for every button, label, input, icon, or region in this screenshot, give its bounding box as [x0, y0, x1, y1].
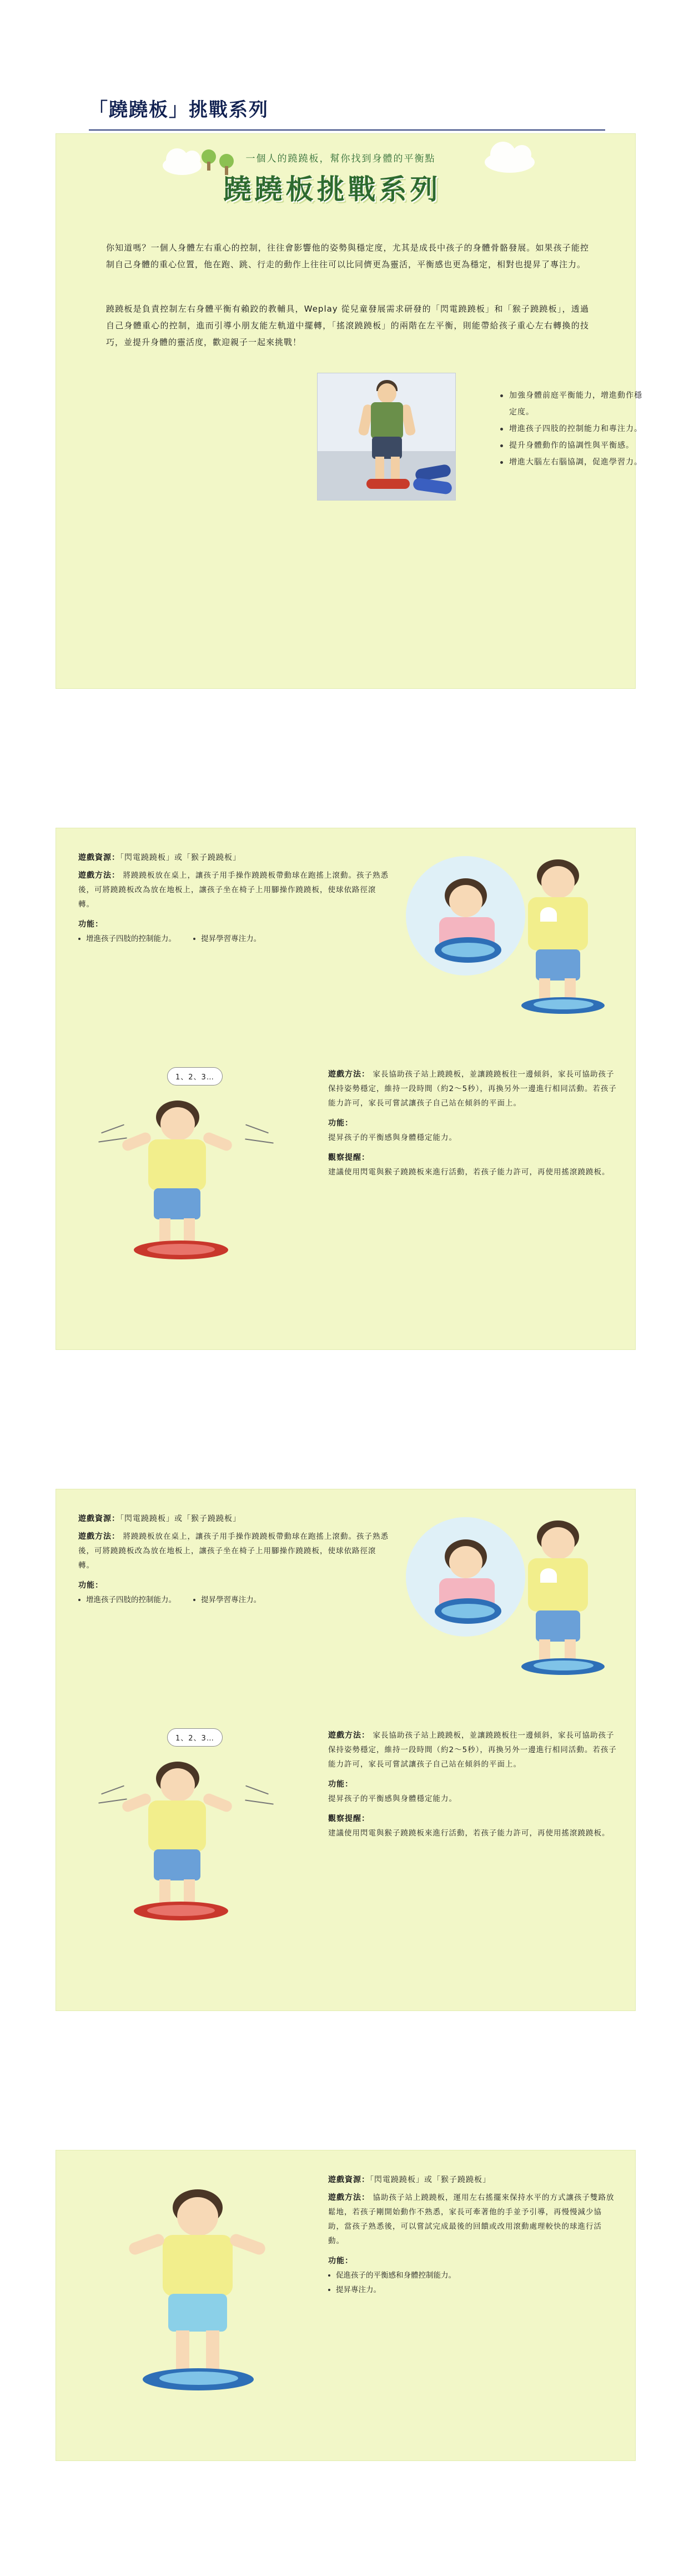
list-item: 提昇專注力。: [328, 2283, 617, 2297]
activity-2-panel: [56, 1489, 636, 2011]
function-label: 功能：: [328, 1780, 353, 1789]
intro-panel: [56, 133, 642, 689]
method-label: 遊戲方法：: [328, 2193, 370, 2202]
activity-3-text: [328, 2173, 617, 2297]
function-label: 功能：: [328, 2257, 353, 2265]
resource-value: 「閃電蹺蹺板」或「猴子蹺蹺板」: [120, 853, 241, 862]
function-list: [78, 1593, 389, 1607]
resource-value: 「閃電蹺蹺板」或「猴子蹺蹺板」: [120, 1514, 241, 1523]
page-title: 「蹺蹺板」挑戰系列: [89, 99, 269, 121]
activity-1-top-illustration: [400, 839, 622, 1023]
list-item: 增進孩子四肢的控制能力。: [78, 932, 176, 946]
tip-value: 建議使用閃電與猴子蹺蹺板來進行活動，若孩子能力許可，再使用搖滾蹺蹺板。: [328, 1168, 610, 1177]
benefits-list: [478, 387, 645, 471]
speech-bubble: 1、2、3…: [167, 1728, 223, 1747]
method-value: 將蹺蹺板放在桌上，讓孩子用手操作蹺蹺板帶動球在跑搖上滾動。孩子熟悉後，可將蹺蹺板改為放在地板上，讓孩子坐在椅子上用腳操作蹺蹺板，使球依路徑滾轉。: [78, 871, 389, 909]
function-label: 功能：: [78, 1581, 103, 1590]
function-value: 提昇孩子的平衡感與身體穩定能力。: [328, 1794, 457, 1803]
page-header: [89, 94, 605, 131]
intro-paragraph-1: 你知道嗎？一個人身體左右重心的控制，往往會影響他的姿勢與穩定度，尤其是成長中孩子的身體骨骼發展。如果孩子能控制自己身體的重心位置，他在跑、跳、行走的動作上往往可以比同儕更為靈活，平衡感也更為穩定，相對也提昇了專注力。: [106, 243, 589, 269]
resource-label: 遊戲資源：: [328, 2175, 370, 2184]
cloud-icon: [163, 156, 202, 175]
activity-2-top-text: [78, 1512, 389, 1607]
activity-3-panel: [56, 2150, 636, 2461]
intro-photo: [317, 373, 456, 501]
activity-1-panel: [56, 828, 636, 1350]
banner: [96, 146, 596, 218]
tip-label: 觀察提醒：: [328, 1153, 370, 1162]
function-label: 功能：: [328, 1119, 353, 1128]
resource-value: 「閃電蹺蹺板」或「猴子蹺蹺板」: [370, 2175, 491, 2184]
function-value: 提昇孩子的平衡感與身體穩定能力。: [328, 1133, 457, 1142]
resource-label: 遊戲資源：: [78, 1514, 120, 1523]
activity-2-top-illustration: [400, 1500, 622, 1684]
function-list: [328, 2268, 617, 2297]
tip-label: 觀察提醒：: [328, 1814, 370, 1823]
function-list: [78, 932, 389, 946]
function-label: 功能：: [78, 920, 103, 929]
method-value: 家長協助孩子站上蹺蹺板，並讓蹺蹺板往一邊傾斜，家長可協助孩子保持姿勢穩定，維持一段時間（約2～5秒），再換另外一邊進行相同活動。若孩子能力許可，家長可嘗試讓孩子自己站在傾斜的平面上。: [328, 1731, 617, 1769]
banner-subtitle: 一個人的蹺蹺板，幫你找到身體的平衡點: [245, 153, 436, 164]
list-item: 加強身體前庭平衡能力，增進動作穩定度。: [500, 387, 645, 421]
activity-3-illustration: [89, 2173, 323, 2428]
activity-2-bottom-text: [328, 1728, 617, 1840]
activity-1-bottom-illustration: [78, 1062, 311, 1295]
activity-1-bottom-text: [328, 1067, 617, 1179]
list-item: 促進孩子的平衡感和身體控制能力。: [328, 2268, 617, 2283]
speech-bubble: 1、2、3…: [167, 1067, 223, 1086]
method-value: 將蹺蹺板放在桌上，讓孩子用手操作蹺蹺板帶動球在跑搖上滾動。孩子熟悉後，可將蹺蹺板改為放在地板上，讓孩子坐在椅子上用腳操作蹺蹺板，使球依路徑滾轉。: [78, 1532, 389, 1570]
list-item: 增進孩子四肢的控制能力和專注力。: [500, 421, 645, 437]
method-label: 遊戲方法：: [78, 1532, 120, 1541]
list-item: 提昇學習專注力。: [193, 932, 261, 946]
activity-1-top-text: [78, 851, 389, 946]
list-item: 增進孩子四肢的控制能力。: [78, 1593, 176, 1607]
tip-value: 建議使用閃電與猴子蹺蹺板來進行活動，若孩子能力許可，再使用搖滾蹺蹺板。: [328, 1829, 610, 1838]
intro-paragraph-2: 蹺蹺板是負責控制左右身體平衡有賴跤的教輔具，Weplay 從兒童發展需求研發的「閃電蹺蹺板」和「猴子蹺蹺板」，透過自己身體重心的控制，進而引導小朋友能左軌道中擺轉，「搖滾蹺蹺板」的兩階在左平衡，則能帶給孩子重心左右轉換的技巧，並提升身體的靈活度，歡迎親子一起來挑戰！: [106, 304, 589, 347]
resource-label: 遊戲資源：: [78, 853, 120, 862]
method-value: 家長協助孩子站上蹺蹺板，並讓蹺蹺板往一邊傾斜，家長可協助孩子保持姿勢穩定，維持一段時間（約2～5秒），再換另外一邊進行相同活動。若孩子能力許可，家長可嘗試讓孩子自己站在傾斜的平面上。: [328, 1070, 617, 1108]
method-label: 遊戲方法：: [328, 1070, 370, 1079]
method-label: 遊戲方法：: [78, 871, 120, 880]
list-item: 增進大腦左右腦協調，促進學習力。: [500, 454, 645, 471]
list-item: 提昇學習專注力。: [193, 1593, 261, 1607]
method-value: 協助孩子站上蹺蹺板，運用左右搖擺來保持水平的方式讓孩子雙路放鬆地，若孩子剛開始動作不熟悉，家長可牽著他的手並予引導，再慢慢減少協助，當孩子熟悉後，可以嘗試完成最後的回饋或改用滾動處理較快的球進行活動。: [328, 2193, 615, 2245]
header-divider: [89, 129, 605, 131]
method-label: 遊戲方法：: [328, 1731, 370, 1740]
activity-2-bottom-illustration: [78, 1723, 311, 1956]
cloud-icon: [485, 152, 535, 173]
banner-title: 蹺蹺板挑戰系列: [223, 173, 441, 206]
list-item: 提升身體動作的協調性與平衡感。: [500, 437, 645, 454]
